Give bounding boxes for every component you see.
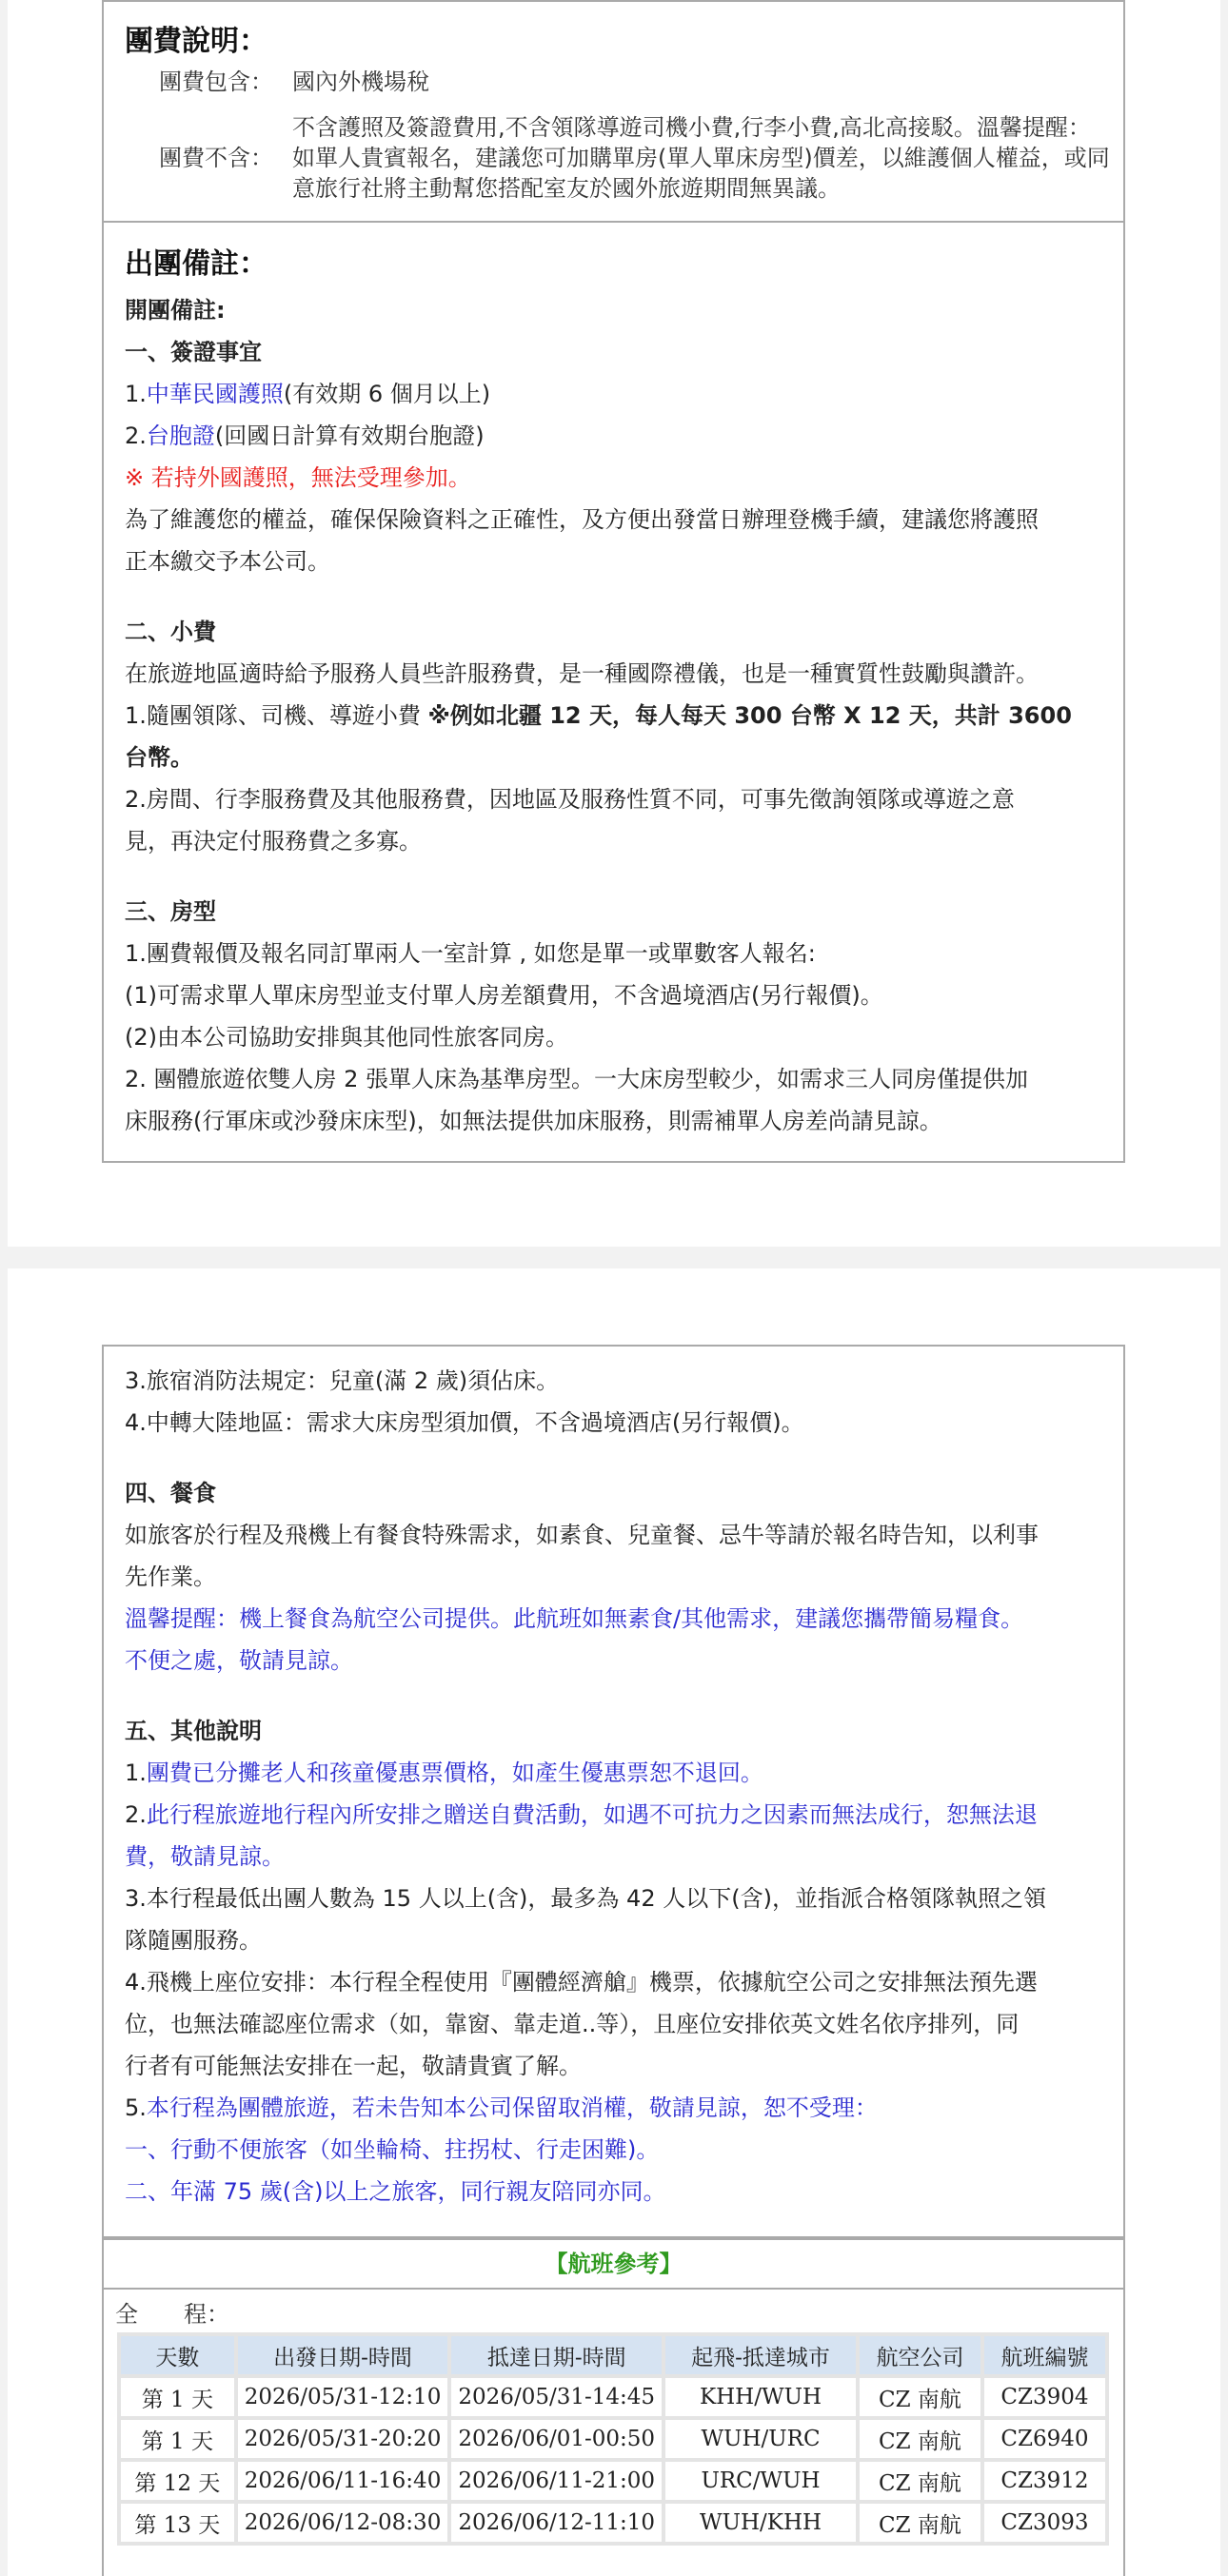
meals-para-1-cont: 先作業。 xyxy=(125,1563,216,1590)
fee-title: 團費說明： xyxy=(125,25,267,58)
other-line-6: 一、行動不便旅客（如坐輪椅、拄拐杖、行走困難)。 xyxy=(125,2136,660,2163)
fee-section xyxy=(102,0,1125,223)
visa-para-2: 正本繳交予本公司。 xyxy=(125,548,330,575)
other-line-5: 5.本行程為團體旅遊，若未告知本公司保留取消權，敬請見諒，恕不受理： xyxy=(125,2094,878,2121)
visa-warning: ※ 若持外國護照，無法受理參加。 xyxy=(125,464,471,491)
rooms-line-6: 4.中轉大陸地區：需求大床房型須加價，不含過境酒店(另行報價)。 xyxy=(125,1409,804,1436)
fee-include-value: 國內外機場稅 xyxy=(292,69,429,95)
roc-passport-link[interactable]: 中華民國護照 xyxy=(146,381,284,407)
flight-subtitle: 全 程： xyxy=(115,2301,229,2328)
tips-title: 二、小費 xyxy=(125,619,216,645)
visa-title: 一、簽證事宜 xyxy=(125,339,262,365)
other-line-2-cont: 費，敬請見諒。 xyxy=(125,1843,285,1870)
other-line-7: 二、年滿 75 歲(含)以上之旅客，同行親友陪同亦同。 xyxy=(125,2178,666,2205)
other-line-2: 2.此行程旅遊地行程內所安排之贈送自費活動，如遇不可抗力之因素而無法成行，恕無法退 xyxy=(125,1801,1038,1828)
rooms-line-4-cont: 床服務(行軍床或沙發床床型)，如無法提供加床服務，則需補單人房差尚請見諒。 xyxy=(125,1108,942,1134)
other-line-1: 1.團費已分攤老人和孩童優惠票價格，如產生優惠票恕不退回。 xyxy=(125,1760,763,1786)
tips-line-2: 2.房間、行李服務費及其他服務費，因地區及服務性質不同，可事先徵詢領隊或導遊之意 xyxy=(125,786,1015,813)
flight-table-header xyxy=(121,2336,1105,2374)
rooms-line-2: (1)可需求單人單床房型並支付單人房差額費用，不含過境酒店(另行報價)。 xyxy=(125,982,883,1009)
taiwan-compatriot-permit-link[interactable]: 台胞證 xyxy=(146,423,215,449)
other-line-3: 3.本行程最低出團人數為 15 人以上(含)，最多為 42 人以下(含)，並指派合格領隊執照之領 xyxy=(125,1885,1046,1912)
flight-table xyxy=(117,2332,1109,2546)
rooms-line-5: 3.旅宿消防法規定：兒童(滿 2 歲)須佔床。 xyxy=(125,1367,560,1394)
col-day: 天數 xyxy=(121,2336,234,2374)
visa-para-1: 為了維護您的權益，確保保險資料之正確性，及方便出發當日辦理登機手續，建議您將護照 xyxy=(125,506,1039,533)
flight-section xyxy=(102,2238,1125,2576)
table-row: 第 13 天 2026/06/12-08:30 2026/06/12-11:10 WUH/KHH CZ 南航 CZ3093 xyxy=(121,2504,1105,2542)
flight-title: 【航班參考】 xyxy=(104,2240,1123,2290)
col-flight-no: 航班編號 xyxy=(984,2336,1105,2374)
rooms-title: 三、房型 xyxy=(125,898,216,925)
rooms-line-1: 1.團費報價及報名同訂單兩人一室計算 , 如您是單一或單數客人報名: xyxy=(125,940,816,967)
table-row: 第 12 天 2026/06/11-16:40 2026/06/11-21:00 URC/WUH CZ 南航 CZ3912 xyxy=(121,2462,1105,2500)
tips-line-1: 1.隨團領隊、司機、導遊小費 ※例如北疆 12 天，每人每天 300 台幣 X 12 天，共計 3600 xyxy=(125,702,1072,729)
col-route: 起飛-抵達城市 xyxy=(665,2336,856,2374)
fee-include-label: 團費包含： xyxy=(159,69,273,95)
visa-line-1: 1.中華民國護照(有效期 6 個月以上) xyxy=(125,381,491,407)
fee-exclude-value: 不含護照及簽證費用,不含領隊導遊司機小費,行李小費,高北高接駁。溫馨提醒：如單人貴賓報名，建議您可加購單房(單人單床房型)價差，以維護個人權益，或同意旅行社將主動幫您搭配室友於國外旅遊期間無異議。 xyxy=(292,114,1110,202)
notes-section-continued xyxy=(102,1345,1125,2238)
notes-title: 出團備註： xyxy=(125,247,267,281)
other-line-4-cont: 位，也無法確認座位需求（如，靠窗、靠走道..等），且座位安排依英文姓名依序排列，同 xyxy=(125,2011,1020,2037)
rooms-line-3: (2)由本公司協助安排與其他同性旅客同房。 xyxy=(125,1024,568,1051)
meals-para-1: 如旅客於行程及飛機上有餐食特殊需求，如素食、兒童餐、忌牛等請於報名時告知，以利事 xyxy=(125,1522,1039,1548)
notes-heading: 開團備註: xyxy=(125,297,226,324)
other-line-4-cont2: 行者有可能無法安排在一起，敬請貴賓了解。 xyxy=(125,2053,582,2079)
meals-title: 四、餐食 xyxy=(125,1480,216,1506)
col-depart: 出發日期-時間 xyxy=(238,2336,448,2374)
table-row: 第 1 天 2026/05/31-12:10 2026/05/31-14:45 KHH/WUH CZ 南航 CZ3904 xyxy=(121,2378,1105,2416)
other-line-3-cont: 隊隨團服務。 xyxy=(125,1927,262,1954)
visa-line-2: 2.台胞證(回國日計算有效期台胞證) xyxy=(125,423,485,449)
tips-line-1-cont: 台幣。 xyxy=(125,744,193,771)
tips-line-2-cont: 見，再決定付服務費之多寡。 xyxy=(125,828,422,855)
other-line-4: 4.飛機上座位安排：本行程全程使用『團體經濟艙』機票，依據航空公司之安排無法預先選 xyxy=(125,1969,1038,1996)
notes-section xyxy=(102,221,1125,1163)
col-airline: 航空公司 xyxy=(860,2336,980,2374)
meals-reminder: 溫馨提醒：機上餐食為航空公司提供。此航班如無素食/其他需求，建議您攜帶簡易糧食。 xyxy=(125,1605,1024,1632)
tips-para: 在旅遊地區適時給予服務人員些許服務費，是一種國際禮儀，也是一種實質性鼓勵與讚許。 xyxy=(125,660,1039,687)
meals-reminder-cont: 不便之處，敬請見諒。 xyxy=(125,1647,353,1674)
rooms-line-4: 2. 團體旅遊依雙人房 2 張單人床為基準房型。一大床房型較少，如需求三人同房僅提供加 xyxy=(125,1066,1029,1092)
col-arrive: 抵達日期-時間 xyxy=(451,2336,662,2374)
fee-exclude-label: 團費不含： xyxy=(159,145,273,171)
other-title: 五、其他說明 xyxy=(125,1718,262,1744)
table-row: 第 1 天 2026/05/31-20:20 2026/06/01-00:50 WUH/URC CZ 南航 CZ6940 xyxy=(121,2420,1105,2458)
